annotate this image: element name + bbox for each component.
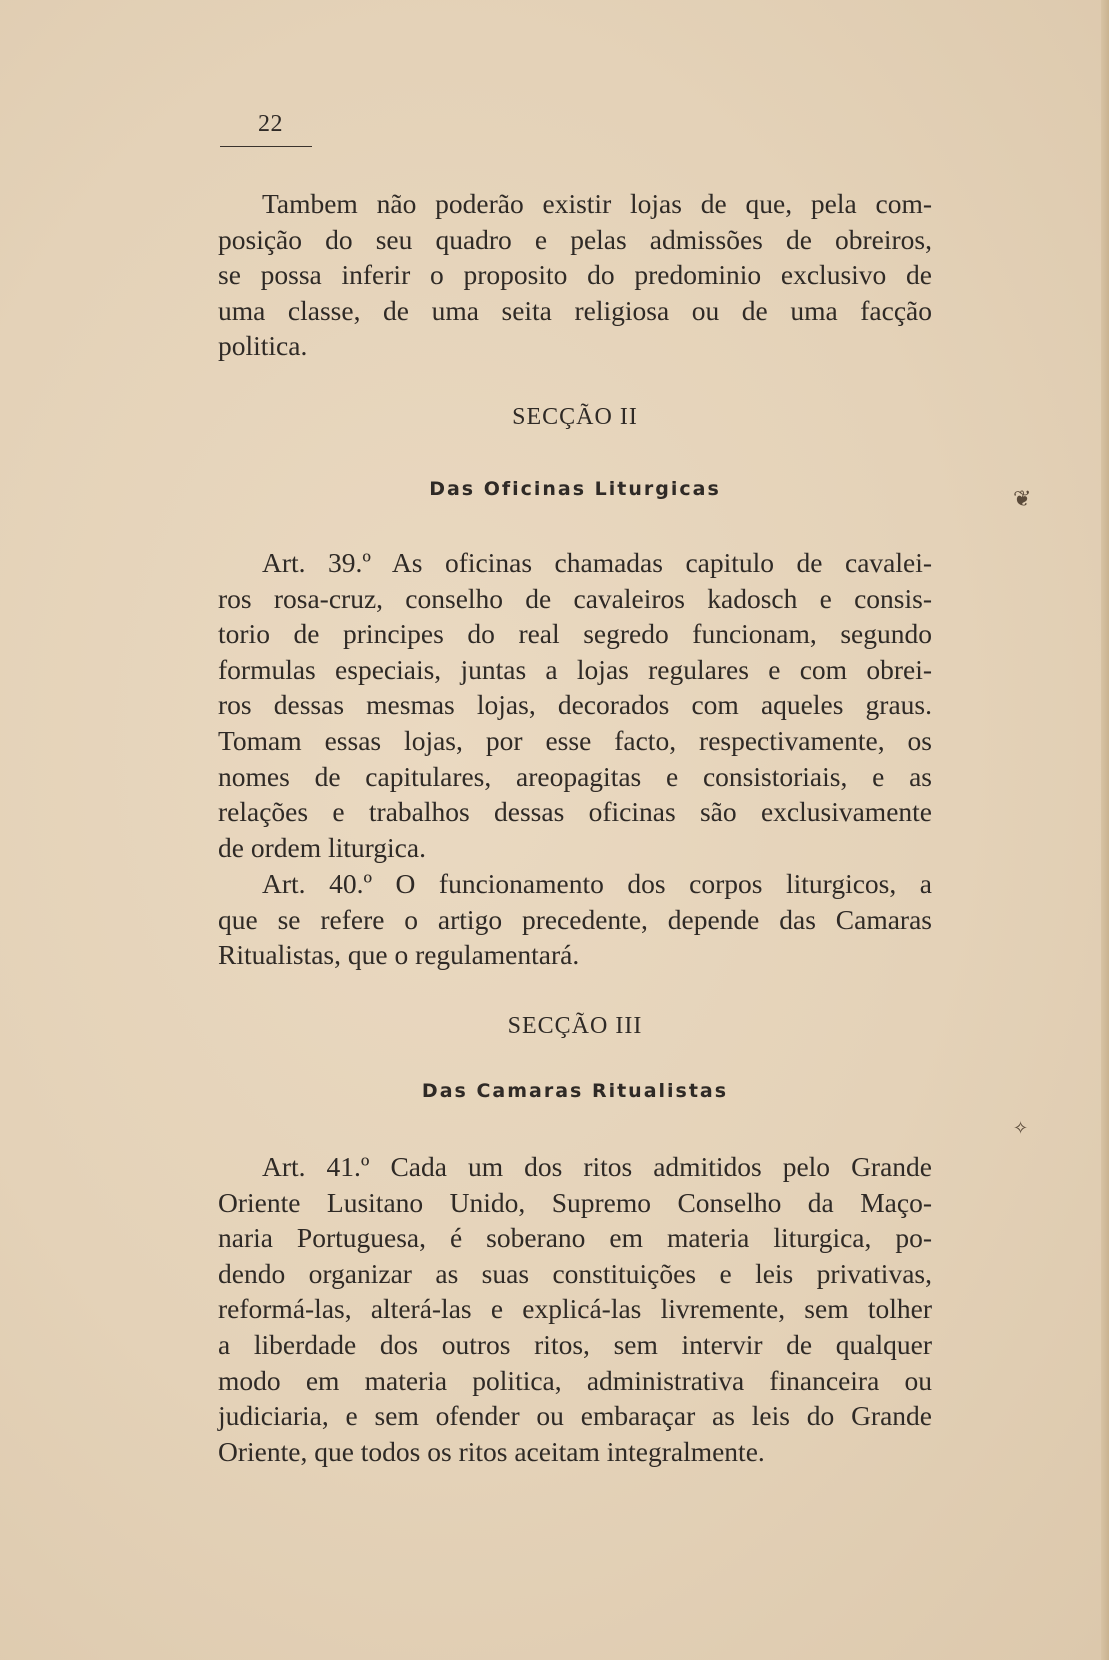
text-line: de ordem liturgica. — [218, 831, 426, 863]
text-line: judiciaria, e sem ofender ou embaraçar as leis do Grande — [218, 1400, 932, 1432]
text-line: modo em materia politica, administrativa financeira ou — [218, 1364, 932, 1396]
paragraph-intro — [218, 186, 932, 364]
article-40 — [218, 866, 932, 973]
page-edge — [1101, 0, 1109, 1660]
page-number-rule — [220, 146, 312, 147]
section-2-title: Das Oficinas Liturgicas — [429, 478, 721, 500]
text-line: uma classe, de uma seita religiosa ou de uma facção — [218, 294, 932, 326]
section-3-label: SECÇÃO III — [507, 1013, 643, 1039]
text-line: Art. 40.º O funcionamento dos corpos liturgicos, a — [262, 868, 932, 899]
text-line: dendo organizar as suas constituições e leis privativas, — [218, 1257, 932, 1289]
text-line: Ritualistas, que o regulamentará. — [218, 939, 580, 971]
text-line: ros rosa-cruz, conselho de cavaleiros kadosch e consis- — [218, 582, 932, 614]
text-line: Tambem não poderão existir lojas de que, pela com- — [262, 188, 932, 219]
text-line: a liberdade dos outros ritos, sem intervir de qualquer — [218, 1328, 932, 1360]
text-line: ros dessas mesmas lojas, decorados com aqueles graus. — [218, 689, 932, 721]
page-number: 22 — [258, 111, 283, 137]
text-line: que se refere o artigo precedente, depende das Camaras — [218, 903, 932, 935]
ink-mark: ❦ — [1013, 486, 1032, 511]
section-3-title: Das Camaras Ritualistas — [421, 1080, 729, 1102]
article-41 — [218, 1149, 932, 1469]
text-line: naria Portuguesa, é soberano em materia liturgica, po- — [218, 1222, 932, 1254]
text-line: politica. — [218, 330, 308, 362]
text-line: nomes de capitulares, areopagitas e consistoriais, e as — [218, 760, 932, 792]
text-line: Tomam essas lojas, por esse facto, respectivamente, os — [218, 724, 932, 756]
text-line: relações e trabalhos dessas oficinas são exclusivamente — [218, 796, 932, 828]
text-line: Art. 41.º Cada um dos ritos admitidos pelo Grande — [262, 1151, 932, 1182]
text-line: posição do seu quadro e pelas admissões de obreiros, — [218, 223, 932, 255]
text-line: Oriente Lusitano Unido, Supremo Conselho da Maço- — [218, 1186, 932, 1218]
section-2-label: SECÇÃO II — [512, 404, 638, 430]
text-line: Art. 39.º As oficinas chamadas capitulo de cavalei- — [262, 547, 932, 578]
text-line: se possa inferir o proposito do predominio exclusivo de — [218, 259, 932, 291]
article-39 — [218, 545, 932, 865]
text-line: reformá-las, alterá-las e explicá-las livremente, sem tolher — [218, 1293, 932, 1325]
ink-mark: ✧ — [1013, 1118, 1029, 1138]
text-line: torio de principes do real segredo funcionam, segundo — [218, 618, 932, 650]
text-line: formulas especiais, juntas a lojas regulares e com obrei- — [218, 653, 932, 685]
text-line: Oriente, que todos os ritos aceitam integralmente. — [218, 1435, 765, 1467]
